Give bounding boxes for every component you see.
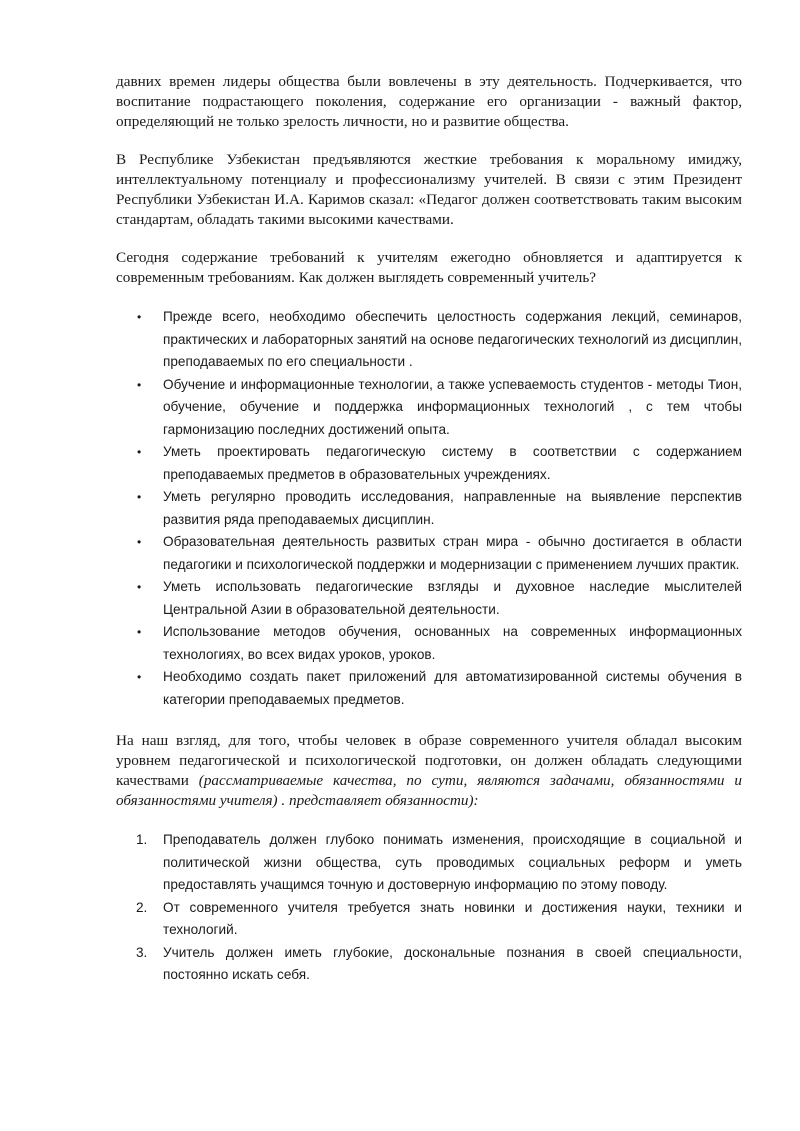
list-item-text: Использование методов обучения, основанных на современных информационных технологиях, во всех видах уроков, уроков. (163, 624, 742, 662)
list-item-text: Уметь использовать педагогические взгляды и духовное наследие мыслителей Центральной Азии в образовательной деятельности. (163, 579, 742, 617)
list-item (116, 666, 742, 711)
bullet-icon: • (137, 670, 142, 684)
bullet-icon: • (137, 625, 142, 639)
paragraph-modern-teacher: Сегодня содержание требований к учителям ежегодно обновляется и адаптируется к современным требованиям. Как должен выглядеть современный учитель? (116, 249, 742, 286)
list-item-text: От современного учителя требуется знать новинки и достижения науки, техники и технологий. (163, 899, 742, 937)
list-item (116, 374, 742, 442)
list-item (116, 441, 742, 486)
bullet-icon: • (137, 580, 142, 594)
bullet-icon: • (137, 535, 142, 549)
list-item-text: Преподаватель должен глубоко понимать изменения, происходящие в социальной и политической жизни общества, суть проводимых социальных реформ и уметь предоставлять учащимся точную и достоверную информацию по этому поводу. (163, 832, 742, 892)
list-item (116, 576, 742, 621)
list-item (116, 621, 742, 666)
list-number: 1. (136, 832, 148, 847)
paragraph-intro: давних времен лидеры общества были вовлечены в эту деятельность. Подчеркивается, что воспитание подрастающего поколения, содержание его организации - важный фактор, определяющий не только зрелость личности, но и развитие общества. (116, 73, 742, 130)
list-number: 3. (136, 944, 148, 960)
list-item-text: Учитель должен иметь глубокие, доскональные познания в своей специальности, постоянно искать себя. (163, 944, 742, 982)
list-item-text: Уметь регулярно проводить исследования, направленные на выявление перспектив развития ряда преподаваемых дисциплин. (163, 489, 742, 527)
paragraph-uzbekistan: В Республике Узбекистан предъявляются жесткие требования к моральному имиджу, интеллектуальному потенциалу и профессионализму учителей. В связи с этим Президент Республики Узбекистан И.А. Каримов сказал: «Педагог должен соответствовать таким высоким стандартам, обладать такими высокими качествами. (116, 151, 742, 228)
list-item (116, 897, 742, 942)
list-item (116, 942, 742, 987)
list-item (116, 306, 742, 374)
paragraph-qualities-italic: (рассматриваемые качества, по сути, являются задачами, обязанностями и обязанностями учителя) . представляет обязанности): (116, 772, 742, 809)
bullet-icon: • (137, 377, 142, 392)
paragraph-qualities (116, 731, 742, 811)
list-item (116, 486, 742, 531)
list-item (116, 829, 742, 897)
list-item-text: Прежде всего, необходимо обеспечить целостность содержания лекций, семинаров, практических и лабораторных занятий на основе педагогических технологий из дисциплин, преподаваемых по его специальности . (163, 309, 742, 369)
list-item-text: Образовательная деятельность развитых стран мира - обычно достигается в области педагогики и психологической поддержки и модернизации с применением лучших практик. (163, 534, 742, 572)
bullet-icon: • (137, 490, 142, 504)
requirements-bullet-list (116, 306, 742, 711)
bullet-icon: • (137, 310, 142, 324)
paragraph-qualities-text: На наш взгляд, для того, чтобы человек в образе современного учителя обладал высоким уровнем педагогической и психологической подготовки, он должен обладать следующими качествами (116, 732, 742, 789)
list-item-text: Уметь проектировать педагогическую систему в соответствии с содержанием преподаваемых предметов в образовательных учреждениях. (163, 444, 742, 482)
document-page (116, 72, 742, 1007)
list-item-text: Обучение и информационные технологии, а также успеваемость студентов - методы Тион, обучение, обучение и поддержка информационных технологий , с тем чтобы гармонизацию последних достижений опыта. (163, 376, 742, 437)
bullet-icon: • (137, 445, 142, 459)
list-item-text: Необходимо создать пакет приложений для автоматизированной системы обучения в категории преподаваемых предметов. (163, 669, 742, 707)
list-item (116, 531, 742, 576)
list-number: 2. (136, 899, 148, 915)
qualities-numbered-list (116, 829, 742, 987)
